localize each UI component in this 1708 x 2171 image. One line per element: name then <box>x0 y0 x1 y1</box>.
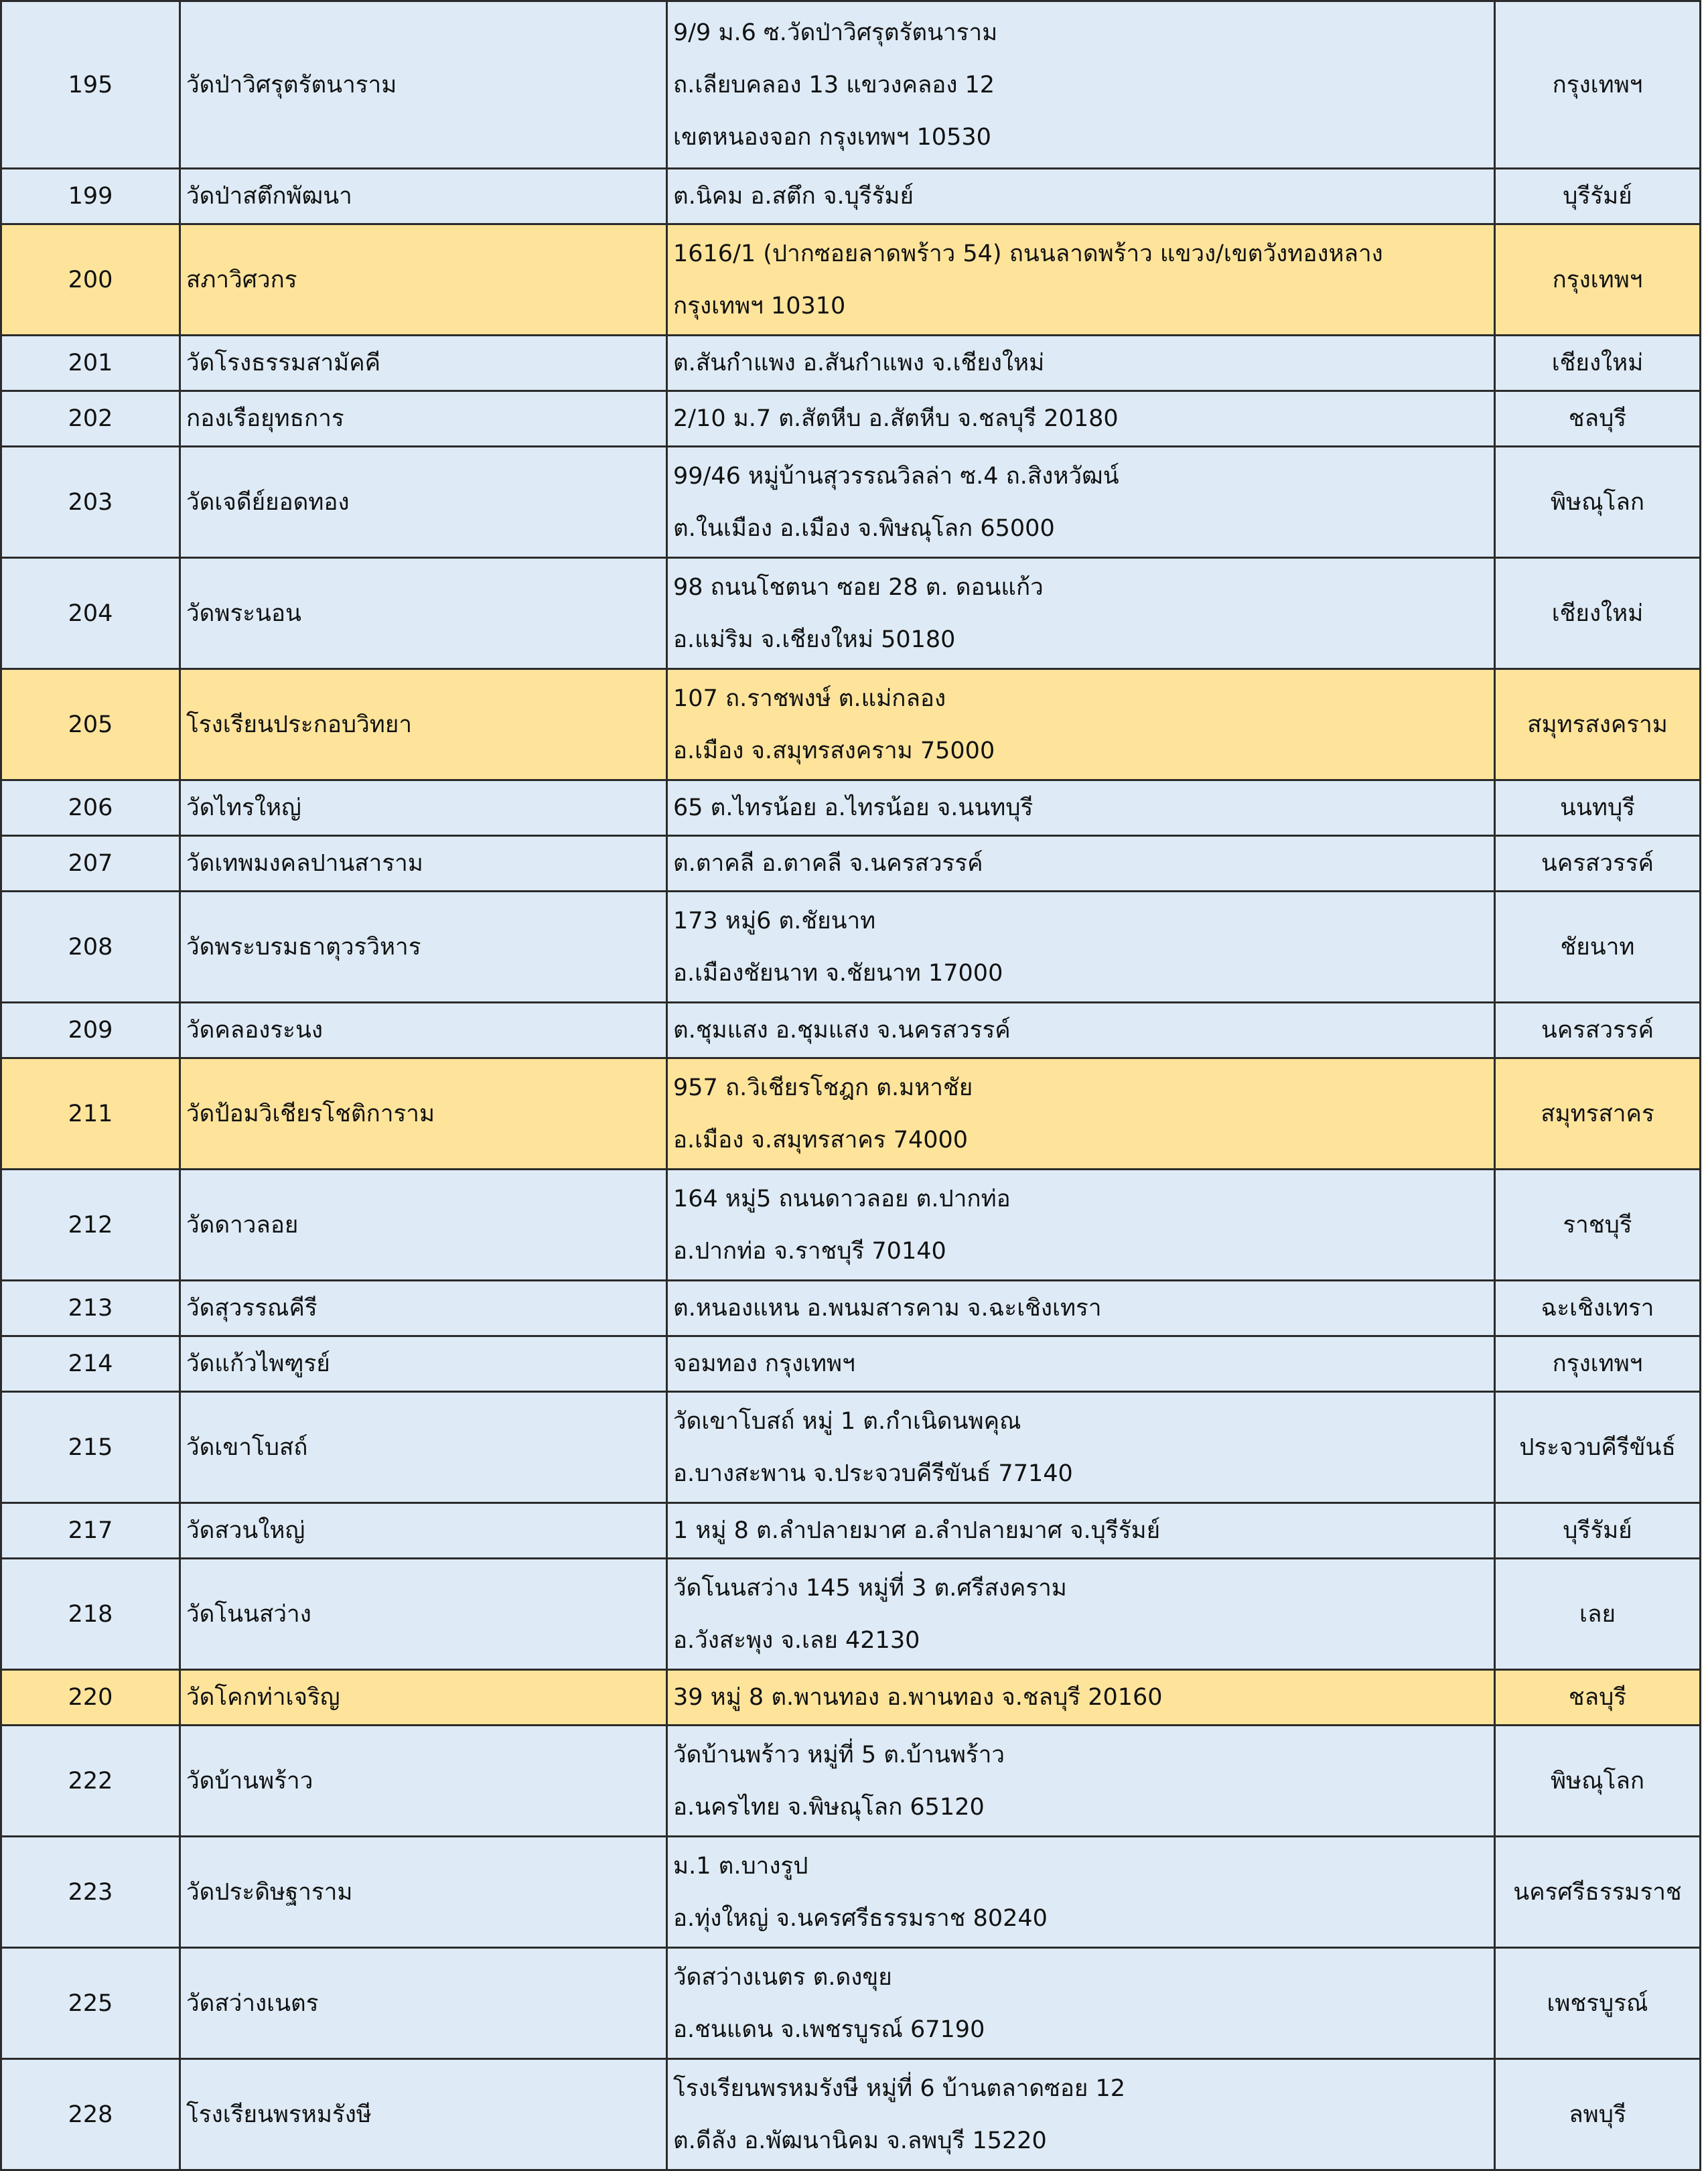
province: นครสวรรค์ <box>1495 1003 1701 1058</box>
address-cell <box>667 1670 1495 1726</box>
place-name: วัดโคกท่าเจริญ <box>180 1670 667 1726</box>
address-cell <box>667 391 1495 447</box>
address-line: ต.ในเมือง อ.เมือง จ.พิษณุโลก 65000 <box>673 514 1055 542</box>
row-number: 202 <box>1 391 180 447</box>
address-line: 173 หมู่6 ต.ชัยนาท <box>673 907 876 934</box>
address-line: อ.แม่ริม จ.เชียงใหม่ 50180 <box>673 626 956 653</box>
table-row <box>1 391 1701 447</box>
place-name: กองเรือยุทธการ <box>180 391 667 447</box>
address-line: ถ.เลียบคลอง 13 แขวงคลอง 12 <box>673 71 995 98</box>
row-number: 199 <box>1 169 180 224</box>
address-cell <box>667 1392 1495 1503</box>
province: ชัยนาท <box>1495 892 1701 1003</box>
address-line: 9/9 ม.6 ซ.วัดป่าวิศรุตรัตนาราม <box>673 19 998 46</box>
address-line: จอมทอง กรุงเทพฯ <box>673 1350 855 1377</box>
table-row <box>1 1003 1701 1058</box>
row-number: 225 <box>1 1948 180 2059</box>
row-number: 205 <box>1 669 180 780</box>
place-name: วัดเขาโบสถ์ <box>180 1392 667 1503</box>
address-cell <box>667 780 1495 836</box>
address-cell <box>667 892 1495 1003</box>
province: เลย <box>1495 1559 1701 1670</box>
table-row <box>1 1336 1701 1392</box>
address-line: อ.ปากท่อ จ.ราชบุรี 70140 <box>673 1237 946 1265</box>
province: นครศรีธรรมราช <box>1495 1837 1701 1948</box>
place-name: วัดโนนสว่าง <box>180 1559 667 1670</box>
address-line: 98 ถนนโชตนา ซอย 28 ต. ดอนแก้ว <box>673 573 1044 601</box>
table-row <box>1 2059 1701 2170</box>
address-line: อ.ชนแดน จ.เพชรบูรณ์ 67190 <box>673 2016 985 2043</box>
province: สมุทรสาคร <box>1495 1058 1701 1170</box>
address-cell <box>667 836 1495 892</box>
address-line: กรุงเทพฯ 10310 <box>673 292 846 320</box>
row-number: 220 <box>1 1670 180 1726</box>
table-row <box>1 1948 1701 2059</box>
address-line: วัดเขาโบสถ์ หมู่ 1 ต.กำเนิดนพคุณ <box>673 1407 1021 1435</box>
address-cell <box>667 224 1495 336</box>
address-line: โรงเรียนพรหมรังษี หมู่ที่ 6 บ้านตลาดซอย 12 <box>673 2075 1126 2102</box>
place-name: วัดดาวลอย <box>180 1170 667 1281</box>
address-line: 99/46 หมู่บ้านสุวรรณวิลล่า ซ.4 ถ.สิงหวัฒน์ <box>673 462 1119 490</box>
table-row <box>1 1392 1701 1503</box>
address-line: อ.ทุ่งใหญ่ จ.นครศรีธรรมราช 80240 <box>673 1904 1048 1932</box>
row-number: 208 <box>1 892 180 1003</box>
row-number: 217 <box>1 1503 180 1559</box>
place-name: วัดสุวรรณคีรี <box>180 1281 667 1336</box>
row-number: 213 <box>1 1281 180 1336</box>
table-row <box>1 1058 1701 1170</box>
province: ชลบุรี <box>1495 391 1701 447</box>
address-cell <box>667 2059 1495 2170</box>
place-name: โรงเรียนพรหมรังษี <box>180 2059 667 2170</box>
address-cell <box>667 1948 1495 2059</box>
address-line: 164 หมู่5 ถนนดาวลอย ต.ปากท่อ <box>673 1185 1011 1212</box>
table-row <box>1 836 1701 892</box>
province: เชียงใหม่ <box>1495 336 1701 391</box>
table-row <box>1 558 1701 669</box>
table-row <box>1 1726 1701 1837</box>
province: สมุทรสงคราม <box>1495 669 1701 780</box>
address-cell <box>667 336 1495 391</box>
table-row <box>1 892 1701 1003</box>
row-number: 222 <box>1 1726 180 1837</box>
table-row <box>1 1837 1701 1948</box>
place-name: วัดคลองระนง <box>180 1003 667 1058</box>
table-row <box>1 1670 1701 1726</box>
province: กรุงเทพฯ <box>1495 1 1701 169</box>
address-line: อ.วังสะพุง จ.เลย 42130 <box>673 1626 920 1654</box>
address-line: 1 หมู่ 8 ต.ลำปลายมาศ อ.ลำปลายมาศ จ.บุรีรัมย์ <box>673 1517 1161 1544</box>
address-line: ต.ดีลัง อ.พัฒนานิคม จ.ลพบุรี 15220 <box>673 2127 1047 2154</box>
place-name: วัดพระบรมธาตุวรวิหาร <box>180 892 667 1003</box>
address-line: อ.เมือง จ.สมุทรสงคราม 75000 <box>673 737 995 764</box>
address-cell <box>667 558 1495 669</box>
row-number: 215 <box>1 1392 180 1503</box>
row-number: 200 <box>1 224 180 336</box>
province: บุรีรัมย์ <box>1495 169 1701 224</box>
row-number: 204 <box>1 558 180 669</box>
address-line: ต.หนองแหน อ.พนมสารคาม จ.ฉะเชิงเทรา <box>673 1295 1102 1322</box>
address-cell <box>667 669 1495 780</box>
table-row <box>1 1281 1701 1336</box>
address-line: วัดโนนสว่าง 145 หมู่ที่ 3 ต.ศรีสงคราม <box>673 1574 1067 1602</box>
table-row <box>1 1170 1701 1281</box>
place-name: วัดป่าวิศรุตรัตนาราม <box>180 1 667 169</box>
address-line: 65 ต.ไทรน้อย อ.ไทรน้อย จ.นนทบุรี <box>673 794 1034 821</box>
row-number: 214 <box>1 1336 180 1392</box>
row-number: 218 <box>1 1559 180 1670</box>
address-line: ต.ชุมแสง อ.ชุมแสง จ.นครสวรรค์ <box>673 1017 1011 1044</box>
table-row <box>1 1 1701 169</box>
province: ชลบุรี <box>1495 1670 1701 1726</box>
address-line: วัดบ้านพร้าว หมู่ที่ 5 ต.บ้านพร้าว <box>673 1741 1005 1768</box>
province: บุรีรัมย์ <box>1495 1503 1701 1559</box>
table-row <box>1 1559 1701 1670</box>
province: นครสวรรค์ <box>1495 836 1701 892</box>
address-line: วัดสว่างเนตร ต.ดงขุย <box>673 1963 892 1991</box>
table-row <box>1 780 1701 836</box>
address-cell <box>667 1837 1495 1948</box>
address-line: เขตหนองจอก กรุงเทพฯ 10530 <box>673 123 991 151</box>
table-body <box>1 1 1701 2170</box>
address-line: อ.บางสะพาน จ.ประจวบคีรีขันธ์ 77140 <box>673 1460 1073 1487</box>
row-number: 201 <box>1 336 180 391</box>
address-line: อ.เมือง จ.สมุทรสาคร 74000 <box>673 1126 969 1153</box>
place-name: วัดสวนใหญ่ <box>180 1503 667 1559</box>
province: ประจวบคีรีขันธ์ <box>1495 1392 1701 1503</box>
address-line: 107 ถ.ราชพงษ์ ต.แม่กลอง <box>673 685 946 712</box>
table-row <box>1 1503 1701 1559</box>
address-cell <box>667 1 1495 169</box>
address-cell <box>667 447 1495 558</box>
address-cell <box>667 1503 1495 1559</box>
address-line: ต.ตาคลี อ.ตาคลี จ.นครสวรรค์ <box>673 850 983 877</box>
address-cell <box>667 1058 1495 1170</box>
table-row <box>1 669 1701 780</box>
row-number: 223 <box>1 1837 180 1948</box>
place-name: วัดบ้านพร้าว <box>180 1726 667 1837</box>
address-line: 2/10 ม.7 ต.สัตหีบ อ.สัตหีบ จ.ชลบุรี 20180 <box>673 405 1119 432</box>
address-line: อ.นครไทย จ.พิษณุโลก 65120 <box>673 1793 985 1821</box>
province: พิษณุโลก <box>1495 1726 1701 1837</box>
row-number: 195 <box>1 1 180 169</box>
address-line: 1616/1 (ปากซอยลาดพร้าว 54) ถนนลาดพร้าว แขวง/เขตวังทองหลาง <box>673 240 1383 267</box>
place-name: วัดประดิษฐาราม <box>180 1837 667 1948</box>
row-number: 211 <box>1 1058 180 1170</box>
table-row <box>1 447 1701 558</box>
address-cell <box>667 1003 1495 1058</box>
place-name: วัดสว่างเนตร <box>180 1948 667 2059</box>
row-number: 228 <box>1 2059 180 2170</box>
place-name: วัดป้อมวิเชียรโชติการาม <box>180 1058 667 1170</box>
row-number: 206 <box>1 780 180 836</box>
address-cell <box>667 1726 1495 1837</box>
address-line: ต.สันกำแพง อ.สันกำแพง จ.เชียงใหม่ <box>673 350 1045 376</box>
province: ลพบุรี <box>1495 2059 1701 2170</box>
place-name: สภาวิศวกร <box>180 224 667 336</box>
province: กรุงเทพฯ <box>1495 224 1701 336</box>
province: กรุงเทพฯ <box>1495 1336 1701 1392</box>
province: ราชบุรี <box>1495 1170 1701 1281</box>
address-cell <box>667 1281 1495 1336</box>
address-line: ต.นิคม อ.สตึก จ.บุรีรัมย์ <box>673 183 914 210</box>
address-cell <box>667 169 1495 224</box>
place-name: วัดไทรใหญ่ <box>180 780 667 836</box>
address-cell <box>667 1559 1495 1670</box>
table-row <box>1 224 1701 336</box>
address-cell <box>667 1170 1495 1281</box>
place-name: โรงเรียนประกอบวิทยา <box>180 669 667 780</box>
place-name: วัดแก้วไพฑูรย์ <box>180 1336 667 1392</box>
row-number: 212 <box>1 1170 180 1281</box>
address-line: อ.เมืองชัยนาท จ.ชัยนาท 17000 <box>673 959 1003 987</box>
row-number: 203 <box>1 447 180 558</box>
place-name: วัดป่าสตึกพัฒนา <box>180 169 667 224</box>
province: เชียงใหม่ <box>1495 558 1701 669</box>
address-line: 957 ถ.วิเชียรโชฎก ต.มหาชัย <box>673 1074 973 1101</box>
province: เพชรบูรณ์ <box>1495 1948 1701 2059</box>
row-number: 207 <box>1 836 180 892</box>
address-cell <box>667 1336 1495 1392</box>
place-name: วัดโรงธรรมสามัคคี <box>180 336 667 391</box>
address-line: 39 หมู่ 8 ต.พานทอง อ.พานทอง จ.ชลบุรี 20160 <box>673 1684 1163 1711</box>
place-name: วัดพระนอน <box>180 558 667 669</box>
province: ฉะเชิงเทรา <box>1495 1281 1701 1336</box>
place-name: วัดเทพมงคลปานสาราม <box>180 836 667 892</box>
province: นนทบุรี <box>1495 780 1701 836</box>
address-line: ม.1 ต.บางรูป <box>673 1852 808 1880</box>
place-name: วัดเจดีย์ยอดทอง <box>180 447 667 558</box>
table-row <box>1 336 1701 391</box>
row-number: 209 <box>1 1003 180 1058</box>
table-row <box>1 169 1701 224</box>
province: พิษณุโลก <box>1495 447 1701 558</box>
